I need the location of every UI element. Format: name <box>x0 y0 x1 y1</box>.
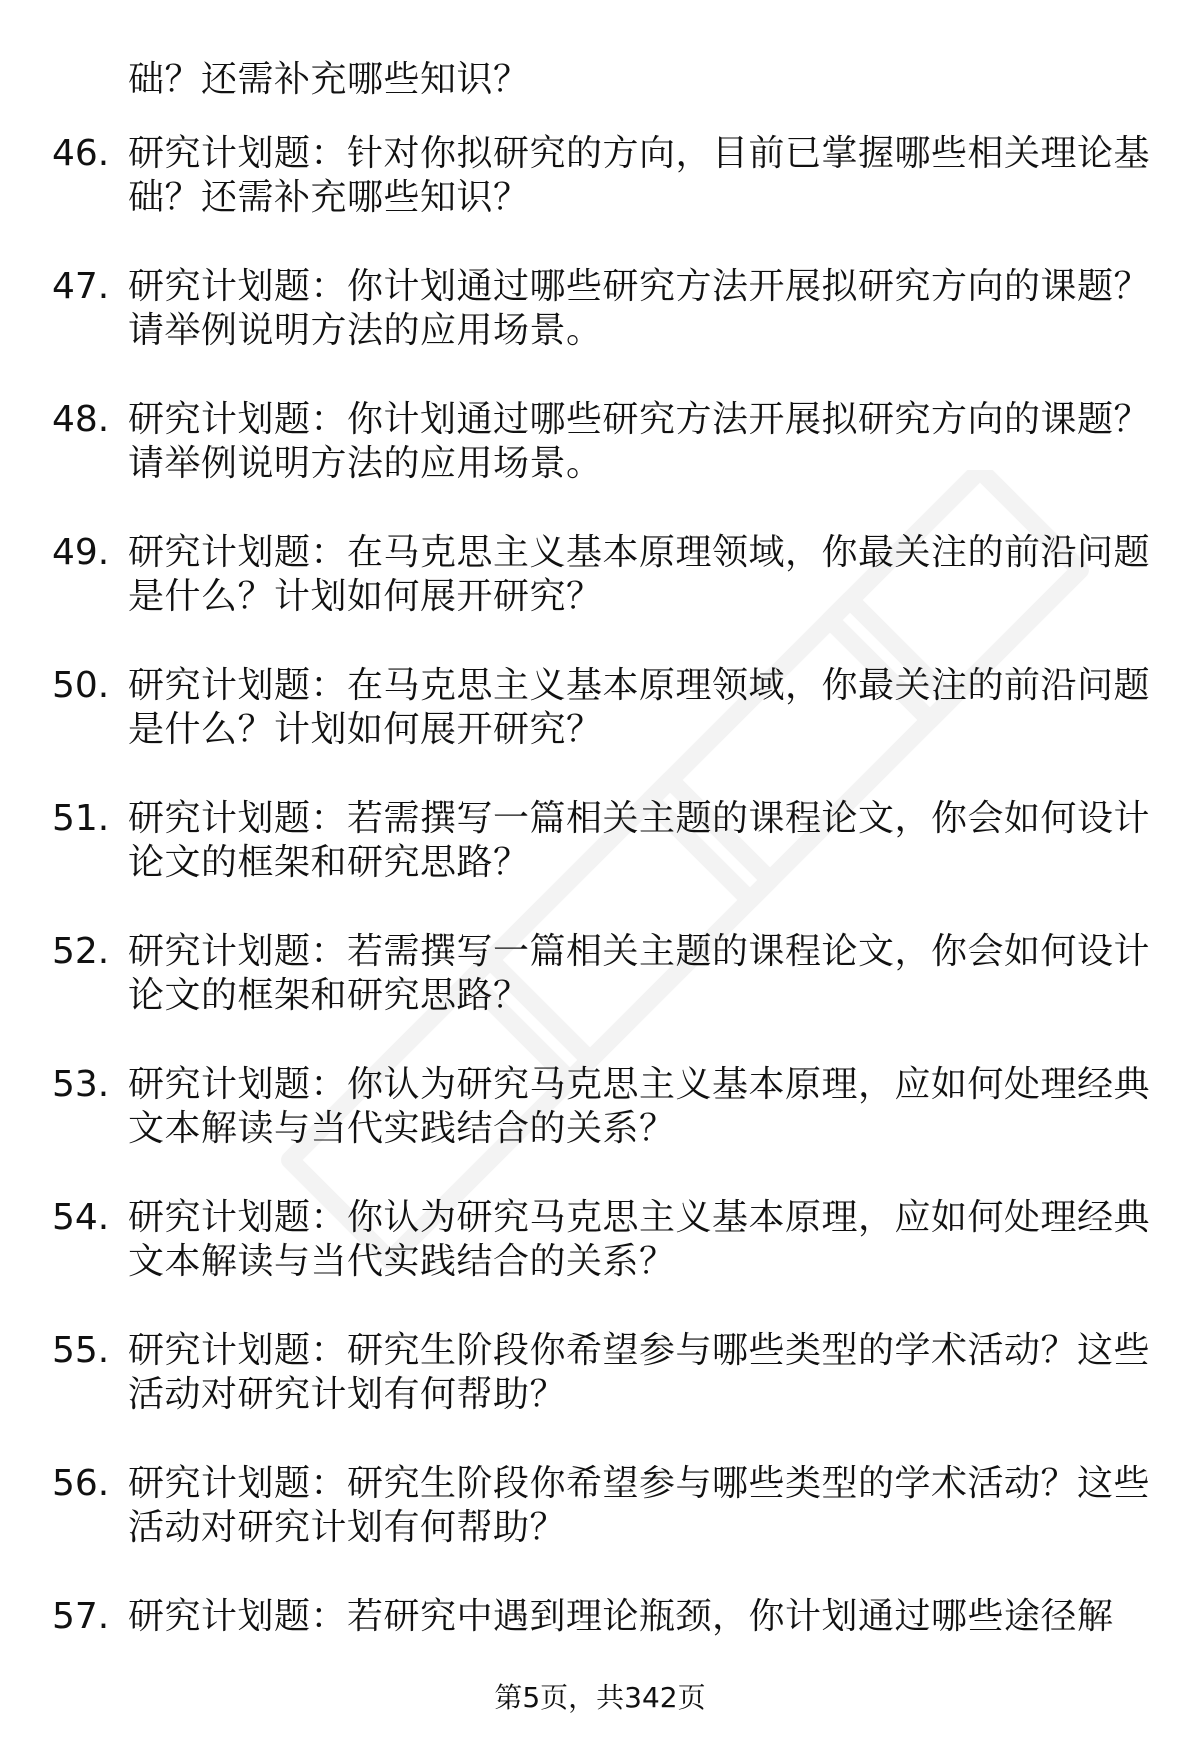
page-footer: 第5页，共342页 <box>494 1681 706 1714</box>
question-number: 52. <box>52 931 110 972</box>
question-item <box>0 797 1200 930</box>
question-item <box>0 531 1200 664</box>
question-item <box>0 132 1200 265</box>
question-item <box>0 398 1200 531</box>
question-list <box>0 58 1200 1728</box>
question-item <box>0 1329 1200 1462</box>
question-number: 48. <box>52 399 110 440</box>
question-number: 46. <box>52 133 110 174</box>
question-text: 研究计划题：针对你拟研究的方向，目前已掌握哪些相关理论基 础？还需补充哪些知识？ <box>128 133 1151 218</box>
question-number: 55. <box>52 1330 110 1371</box>
question-item <box>0 1462 1200 1595</box>
question-text: 研究计划题：若需撰写一篇相关主题的课程论文，你会如何设计 论文的框架和研究思路？ <box>128 798 1151 883</box>
question-number: 49. <box>52 532 110 573</box>
question-item <box>0 265 1200 398</box>
question-number: 54. <box>52 1197 110 1238</box>
question-text: 研究计划题：若研究中遇到理论瓶颈，你计划通过哪些途径解 <box>128 1596 1114 1637</box>
question-item <box>0 1063 1200 1196</box>
question-text: 研究计划题：你认为研究马克思主义基本原理，应如何处理经典 文本解读与当代实践结合的关系？ <box>128 1197 1151 1282</box>
question-text: 研究计划题：研究生阶段你希望参与哪些类型的学术活动？这些 活动对研究计划有何帮助？ <box>128 1330 1151 1415</box>
question-text: 研究计划题：若需撰写一篇相关主题的课程论文，你会如何设计 论文的框架和研究思路？ <box>128 931 1151 1016</box>
continuation-text: 础？还需补充哪些知识？ <box>128 59 530 100</box>
question-continuation <box>0 58 1200 132</box>
question-number: 53. <box>52 1064 110 1105</box>
question-text: 研究计划题：研究生阶段你希望参与哪些类型的学术活动？这些 活动对研究计划有何帮助？ <box>128 1463 1151 1548</box>
question-number: 56. <box>52 1463 110 1504</box>
question-text: 研究计划题：在马克思主义基本原理领域，你最关注的前沿问题 是什么？计划如何展开研究？ <box>128 532 1151 617</box>
question-number: 47. <box>52 266 110 307</box>
question-text: 研究计划题：你认为研究马克思主义基本原理，应如何处理经典 文本解读与当代实践结合的关系？ <box>128 1064 1151 1149</box>
question-number: 57. <box>52 1596 110 1637</box>
question-number: 51. <box>52 798 110 839</box>
question-text: 研究计划题：你计划通过哪些研究方法开展拟研究方向的课题？ 请举例说明方法的应用场景。 <box>128 399 1151 484</box>
question-item <box>0 930 1200 1063</box>
question-text: 研究计划题：你计划通过哪些研究方法开展拟研究方向的课题？ 请举例说明方法的应用场景。 <box>128 266 1151 351</box>
question-number: 50. <box>52 665 110 706</box>
question-item <box>0 1196 1200 1329</box>
question-item <box>0 664 1200 797</box>
question-text: 研究计划题：在马克思主义基本原理领域，你最关注的前沿问题 是什么？计划如何展开研究？ <box>128 665 1151 750</box>
